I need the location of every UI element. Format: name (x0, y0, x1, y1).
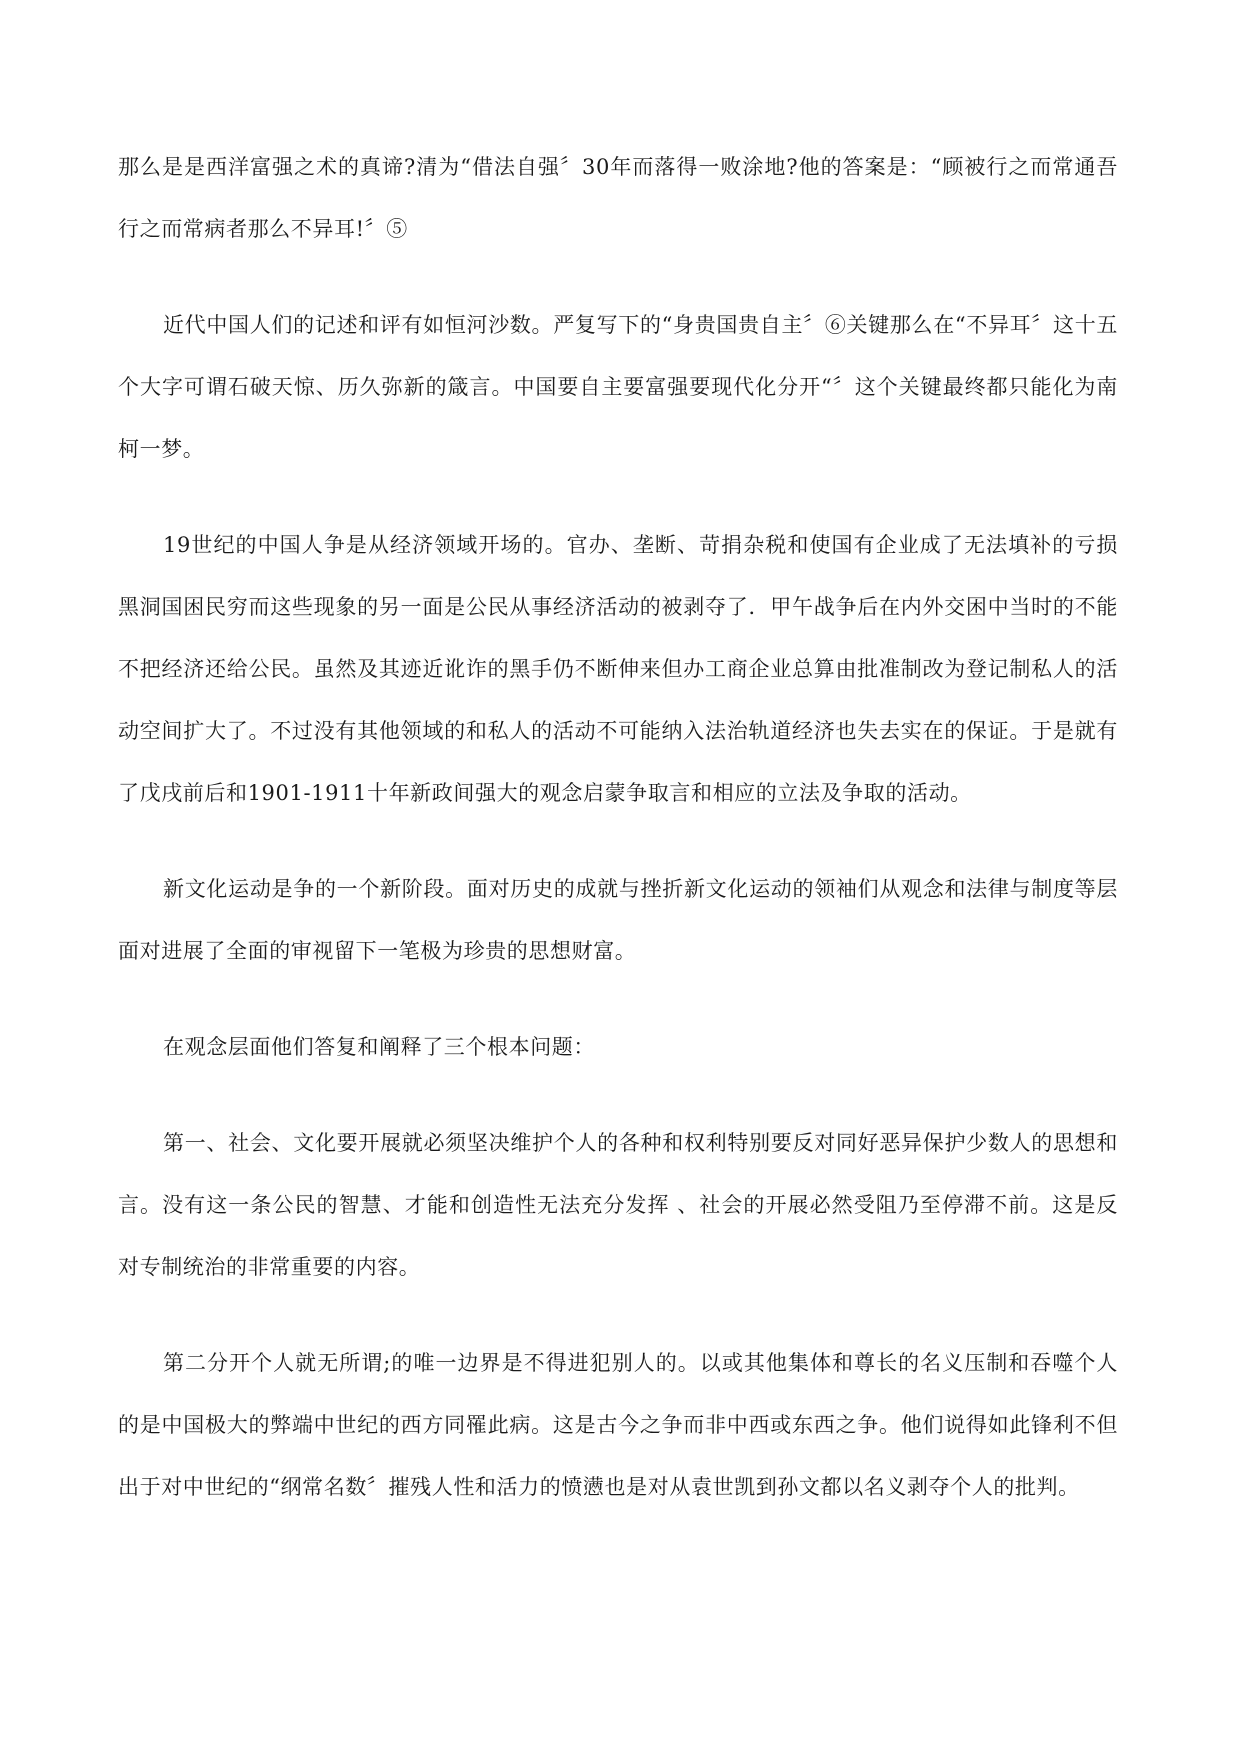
paragraph-19th-century-economy: 19世纪的中国人争是从经济领域开场的。官办、垄断、苛捐杂税和使国有企业成了无法填补的亏损黑洞国困民穷而这些现象的另一面是公民从事经济活动的被剥夺了．甲午战争后在内外交困中当时的不能不把经济还给公民。虽然及其迹近讹诈的黑手仍不断伸来但办工商企业总算由批准制改为登记制私人的活动空间扩大了。不过没有其他领域的和私人的活动不可能纳入法治轨道经济也失去实在的保证。于是就有了戊戌前后和1901-1911十年新政间强大的观念启蒙争取言和相应的立法及争取的活动。 (118, 533, 1118, 805)
paragraph-yan-fu-quote: 近代中国人们的记述和评有如恒河沙数。严复写下的“身贵国贵自主〞⑥关键那么在“不异耳〞这十五个大字可谓石破天惊、历久弥新的箴言。中国要自主要富强要现代化分开“〞这个关键最终都只能化为南柯一梦。 (118, 313, 1118, 461)
paragraph-three-questions: 在观念层面他们答复和阐释了三个根本问题： (163, 1035, 595, 1059)
paragraph-continuation: 那么是是西洋富强之术的真谛?清为“借法自强〞30年而落得一败涂地?他的答案是：“顾被行之而常通吾行之而常病者那么不异耳!〞⑤ (118, 155, 1118, 241)
paragraph-second-point: 第二分开个人就无所谓;的唯一边界是不得进犯别人的。以或其他集体和尊长的名义压制和吞噬个人的是中国极大的弊端中世纪的西方同罹此病。这是古今之争而非中西或东西之争。他们说得如此锋利不但出于对中世纪的“纲常名数〞摧残人性和活力的愤懑也是对从袁世凯到孙文都以名义剥夺个人的批判。 (118, 1351, 1118, 1499)
paragraph-first-point: 第一、社会、文化要开展就必须坚决维护个人的各种和权利特别要反对同好恶异保护少数人的思想和言。没有这一条公民的智慧、才能和创造性无法充分发挥 、社会的开展必然受阻乃至停滞不前。这是反对专制统治的非常重要的内容。 (118, 1131, 1118, 1279)
paragraph-new-culture-movement: 新文化运动是争的一个新阶段。面对历史的成就与挫折新文化运动的领袖们从观念和法律与制度等层面对进展了全面的审视留下一笔极为珍贵的思想财富。 (118, 877, 1118, 963)
document-body (118, 136, 1118, 1518)
